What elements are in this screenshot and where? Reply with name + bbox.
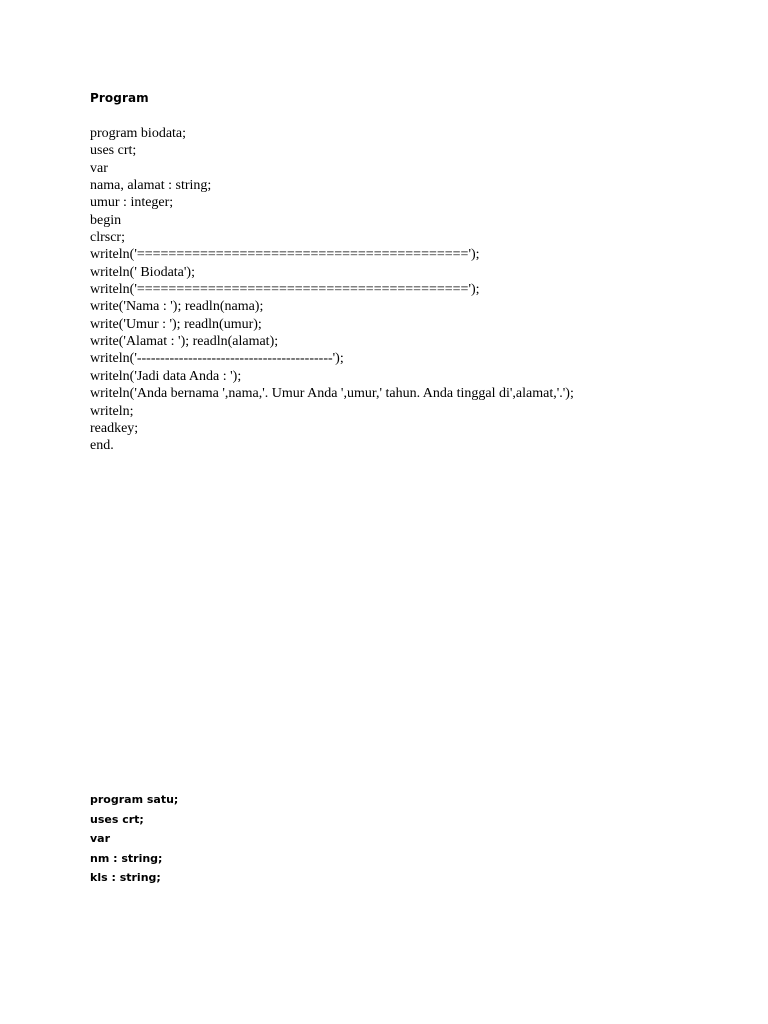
code-line: writeln; [90,403,134,419]
code-line: write('Alamat : '); readln(alamat); [90,334,279,350]
code-block-biodata [90,125,574,455]
code-line: kls : string; [90,871,161,884]
code-line: uses crt; [90,812,144,826]
code-line: writeln('=========================================='); [90,282,480,298]
code-line: nama, alamat : string; [90,178,212,194]
section-heading: Program [90,91,149,105]
code-line: program satu; [90,793,179,806]
code-line: end. [90,438,114,454]
code-line: clrscr; [90,230,125,246]
code-line: writeln('Anda bernama ',nama,'. Umur Anda ',umur,' tahun. Anda tinggal di',alamat,'.'); [90,386,574,402]
code-line: writeln('Jadi data Anda : '); [90,368,242,384]
code-line: readkey; [90,420,139,436]
code-line: writeln(' Biodata'); [90,264,195,280]
code-block-satu [90,790,178,888]
code-line: write('Umur : '); readln(umur); [90,316,262,332]
code-line: var [90,832,111,845]
code-line: var [90,160,108,176]
code-line: write('Nama : '); readln(nama); [90,299,264,315]
code-line: begin [90,212,122,228]
code-line: nm : string; [90,851,163,865]
code-line: writeln('=========================================='); [90,247,480,263]
code-line: program biodata; [90,126,187,141]
code-line: umur : integer; [90,195,174,211]
code-line: uses crt; [90,143,137,159]
code-line: writeln('------------------------------------------'); [90,351,344,367]
